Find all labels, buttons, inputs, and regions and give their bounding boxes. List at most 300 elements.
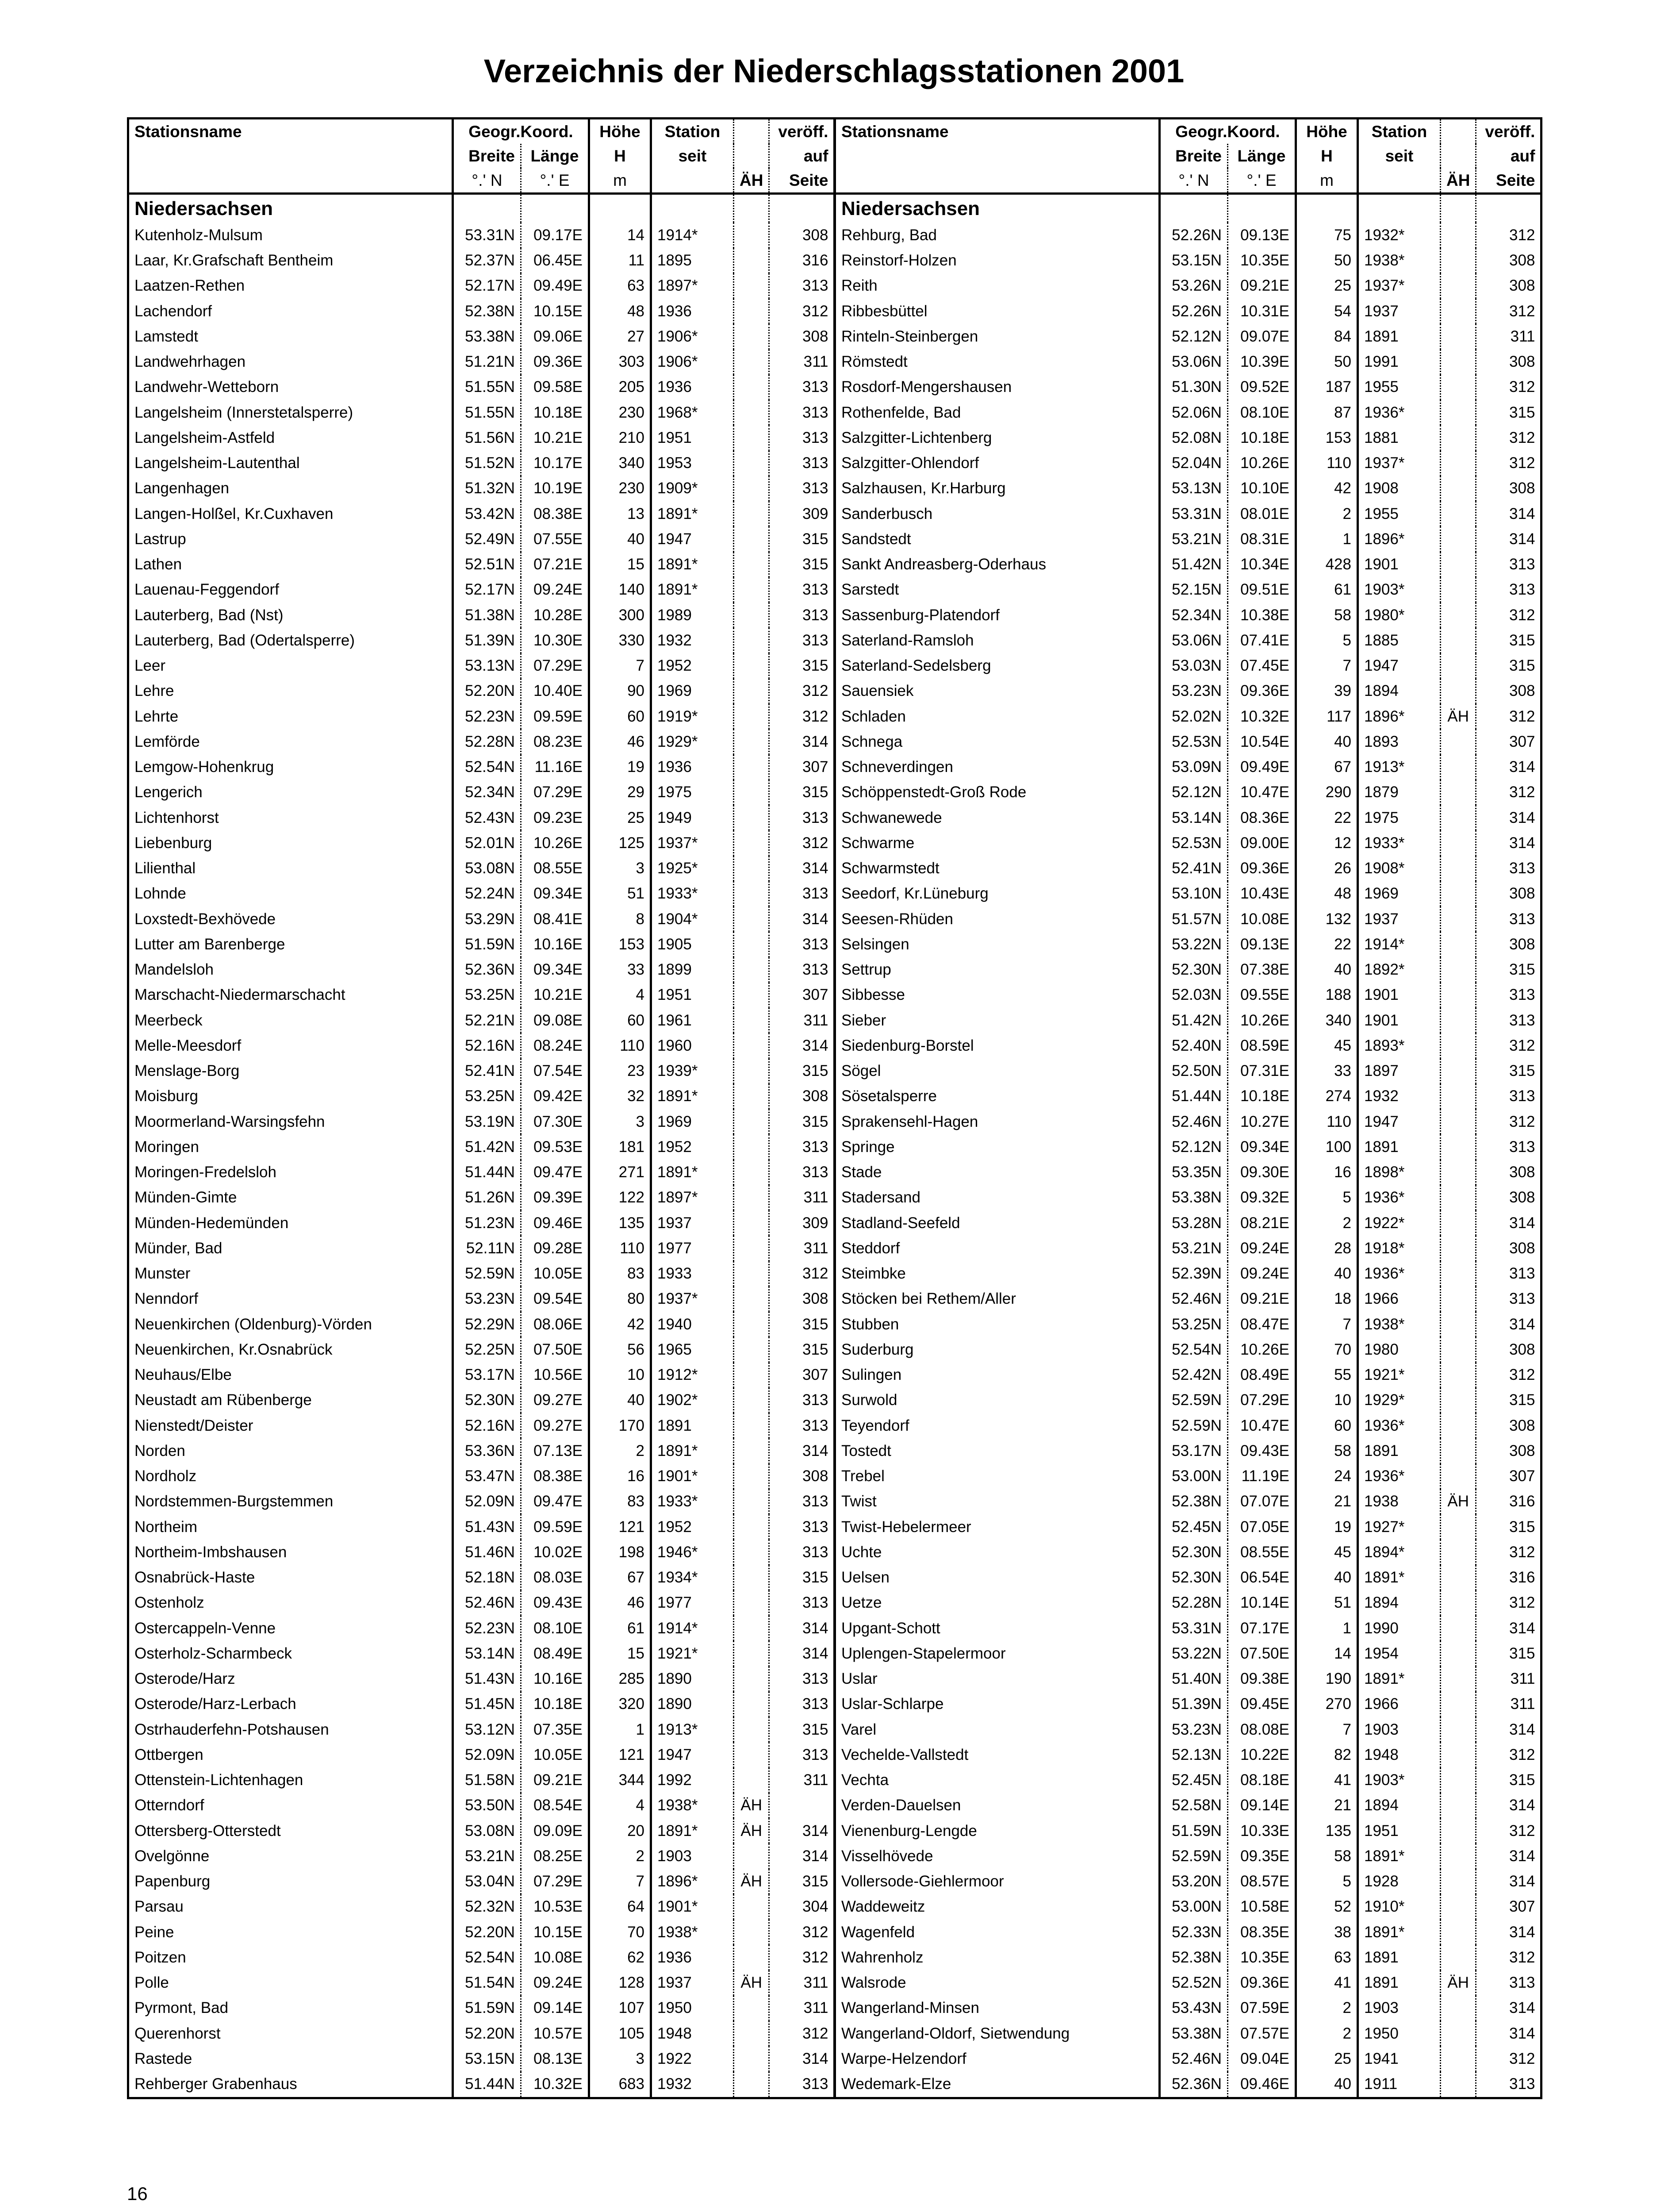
latitude: 52.59N [1160, 1413, 1228, 1438]
page-ref: 313 [1476, 1970, 1541, 1996]
station-name: Loxstedt-Bexhövede [128, 906, 453, 932]
elevation: 84 [1296, 324, 1358, 349]
page-ref: 308 [1476, 476, 1541, 501]
ah-flag [734, 1008, 769, 1033]
page-ref: 315 [769, 780, 835, 805]
longitude: 07.05E [1228, 1514, 1296, 1540]
elevation: 344 [589, 1768, 651, 1793]
station-since: 1936* [1358, 1261, 1441, 1286]
ah-flag [734, 1210, 769, 1236]
station-name: Norden [128, 1438, 453, 1463]
latitude: 52.36N [1160, 2072, 1228, 2098]
station-since: 1936 [651, 299, 734, 324]
header-auf: auf [769, 144, 835, 168]
latitude: 52.45N [1160, 1514, 1228, 1540]
elevation: 7 [589, 1869, 651, 1894]
table-row [835, 1312, 1541, 1337]
station-since: 1938* [1358, 248, 1441, 273]
table-row [128, 1134, 835, 1160]
latitude: 52.46N [1160, 2046, 1228, 2071]
ah-flag [1441, 1768, 1476, 1793]
longitude: 09.24E [521, 1970, 589, 1996]
latitude: 53.13N [1160, 476, 1228, 501]
section-title: Niedersachsen [835, 194, 1160, 223]
ah-flag [734, 451, 769, 476]
table-row [128, 1894, 835, 1920]
longitude: 09.00E [1228, 830, 1296, 856]
page-ref: 307 [769, 983, 835, 1008]
page-ref: 313 [1476, 906, 1541, 932]
table-row [128, 2021, 835, 2046]
latitude: 51.42N [453, 1134, 521, 1160]
ah-flag [1441, 425, 1476, 450]
elevation: 61 [1296, 577, 1358, 603]
longitude: 09.38E [1228, 1667, 1296, 1692]
station-since: 1910* [1358, 1894, 1441, 1920]
ah-flag [734, 425, 769, 450]
latitude: 53.23N [453, 1286, 521, 1312]
header-auf: auf [1476, 144, 1541, 168]
ah-flag [734, 248, 769, 273]
elevation: 39 [1296, 679, 1358, 704]
station-name: Querenhorst [128, 2021, 453, 2046]
latitude: 52.25N [453, 1337, 521, 1362]
latitude: 51.26N [453, 1185, 521, 1210]
ah-flag [734, 1286, 769, 1312]
latitude: 53.12N [453, 1717, 521, 1742]
page-ref: 315 [769, 1312, 835, 1337]
elevation: 22 [1296, 805, 1358, 830]
elevation: 230 [589, 400, 651, 425]
station-since: 1977 [651, 1590, 734, 1616]
header-ah: ÄH [1441, 168, 1476, 194]
latitude: 52.41N [1160, 856, 1228, 881]
station-since: 1908* [1358, 856, 1441, 881]
latitude: 51.57N [1160, 906, 1228, 932]
latitude: 53.17N [1160, 1438, 1228, 1463]
page-ref: 315 [769, 1565, 835, 1590]
page-ref [769, 1793, 835, 1818]
station-since: 1905 [651, 932, 734, 957]
page-ref: 309 [769, 501, 835, 526]
table-row [128, 1717, 835, 1742]
longitude: 08.47E [1228, 1312, 1296, 1337]
elevation: 132 [1296, 906, 1358, 932]
station-since: 1903* [1358, 577, 1441, 603]
page-ref: 307 [1476, 1464, 1541, 1489]
page-ref: 308 [1476, 273, 1541, 299]
table-row [128, 526, 835, 552]
header-veroeff: veröff. [769, 119, 835, 144]
ah-flag [1441, 1084, 1476, 1109]
station-since: 1906* [651, 324, 734, 349]
table-row [128, 1514, 835, 1540]
station-name: Mandelsloh [128, 957, 453, 983]
latitude: 53.21N [1160, 1236, 1228, 1261]
station-since: 1908 [1358, 476, 1441, 501]
ah-flag [734, 1337, 769, 1362]
station-name: Poitzen [128, 1945, 453, 1970]
ah-flag [1441, 1869, 1476, 1894]
latitude: 51.45N [453, 1692, 521, 1717]
elevation: 270 [1296, 1692, 1358, 1717]
longitude: 09.21E [1228, 1286, 1296, 1312]
station-name: Trebel [835, 1464, 1160, 1489]
latitude: 53.50N [453, 1793, 521, 1818]
table-row [835, 830, 1541, 856]
page-ref: 308 [769, 223, 835, 248]
station-name: Schwarme [835, 830, 1160, 856]
ah-flag [734, 223, 769, 248]
table-row [128, 1160, 835, 1185]
longitude: 10.15E [521, 1920, 589, 1945]
longitude: 09.04E [1228, 2046, 1296, 2071]
ah-flag [1441, 729, 1476, 754]
latitude: 53.31N [1160, 501, 1228, 526]
station-since: 1891 [651, 1413, 734, 1438]
table-row [128, 1996, 835, 2021]
longitude: 08.25E [521, 1843, 589, 1869]
station-since: 1937 [651, 1970, 734, 1996]
page-ref: 315 [1476, 1641, 1541, 1666]
station-name: Sauensiek [835, 679, 1160, 704]
page-ref: 313 [769, 1667, 835, 1692]
latitude: 51.55N [453, 400, 521, 425]
elevation: 67 [1296, 755, 1358, 780]
station-name: Stöcken bei Rethem/Aller [835, 1286, 1160, 1312]
table-row [835, 906, 1541, 932]
longitude: 10.14E [1228, 1590, 1296, 1616]
table-row [128, 1438, 835, 1463]
latitude: 53.38N [453, 324, 521, 349]
latitude: 52.50N [1160, 1059, 1228, 1084]
page-ref: 315 [1476, 400, 1541, 425]
latitude: 53.00N [1160, 1464, 1228, 1489]
elevation: 32 [589, 1084, 651, 1109]
latitude: 53.28N [1160, 1210, 1228, 1236]
elevation: 2 [589, 1438, 651, 1463]
page-ref: 312 [1476, 1363, 1541, 1388]
station-since: 1948 [1358, 1742, 1441, 1767]
elevation: 2 [1296, 1996, 1358, 2021]
station-name: Sieber [835, 1008, 1160, 1033]
ah-flag [1441, 273, 1476, 299]
page-ref: 315 [1476, 1514, 1541, 1540]
longitude: 09.28E [521, 1236, 589, 1261]
page-ref: 312 [1476, 2046, 1541, 2071]
station-name: Lachendorf [128, 299, 453, 324]
longitude: 09.21E [1228, 273, 1296, 299]
station-name: Schladen [835, 704, 1160, 729]
latitude: 51.59N [453, 1996, 521, 2021]
ah-flag [1441, 1438, 1476, 1463]
longitude: 09.06E [521, 324, 589, 349]
station-since: 1940 [651, 1312, 734, 1337]
latitude: 51.38N [453, 603, 521, 628]
elevation: 320 [589, 1692, 651, 1717]
elevation: 26 [1296, 856, 1358, 881]
station-name: Uplengen-Stapelermoor [835, 1641, 1160, 1666]
longitude: 10.56E [521, 1363, 589, 1388]
ah-flag [734, 1261, 769, 1286]
table-row [128, 1388, 835, 1413]
table-row [835, 1540, 1541, 1565]
longitude: 09.36E [1228, 1970, 1296, 1996]
latitude: 51.40N [1160, 1667, 1228, 1692]
table-row [835, 1818, 1541, 1843]
ah-flag [1441, 957, 1476, 983]
table-row [835, 1008, 1541, 1033]
longitude: 10.18E [1228, 1084, 1296, 1109]
page-ref: 313 [769, 603, 835, 628]
elevation: 82 [1296, 1742, 1358, 1767]
station-name: Uchte [835, 1540, 1160, 1565]
station-since: 1933 [651, 1261, 734, 1286]
station-name: Moringen-Fredelsloh [128, 1160, 453, 1185]
longitude: 09.36E [1228, 856, 1296, 881]
station-name: Langelsheim (Innerstetalsperre) [128, 400, 453, 425]
station-name: Sibbesse [835, 983, 1160, 1008]
ah-flag [1441, 1692, 1476, 1717]
page-ref: 316 [1476, 1489, 1541, 1514]
station-name: Langelsheim-Astfeld [128, 425, 453, 450]
latitude: 52.21N [453, 1008, 521, 1033]
station-since: 1891* [651, 1160, 734, 1185]
page-ref: 311 [769, 1768, 835, 1793]
station-since: 1922 [651, 2046, 734, 2071]
station-since: 1938* [1358, 1312, 1441, 1337]
latitude: 52.53N [1160, 830, 1228, 856]
ah-flag [1441, 1793, 1476, 1818]
station-name: Leer [128, 653, 453, 679]
latitude: 52.46N [1160, 1286, 1228, 1312]
ah-flag [1441, 1185, 1476, 1210]
latitude: 51.42N [1160, 552, 1228, 577]
station-since: 1990 [1358, 1616, 1441, 1641]
station-since: 1989 [651, 603, 734, 628]
latitude: 52.33N [1160, 1920, 1228, 1945]
latitude: 52.30N [1160, 1540, 1228, 1565]
longitude: 09.43E [1228, 1438, 1296, 1463]
page-ref: 313 [1476, 1286, 1541, 1312]
table-row [128, 299, 835, 324]
station-name: Tostedt [835, 1438, 1160, 1463]
station-since: 1952 [651, 1514, 734, 1540]
table-row [835, 755, 1541, 780]
elevation: 140 [589, 577, 651, 603]
longitude: 10.08E [1228, 906, 1296, 932]
table-row [835, 248, 1541, 273]
ah-flag [734, 881, 769, 906]
station-since: 1952 [651, 653, 734, 679]
station-name: Ribbesbüttel [835, 299, 1160, 324]
table-row [835, 780, 1541, 805]
latitude: 52.38N [1160, 1489, 1228, 1514]
ah-flag [734, 1312, 769, 1337]
ah-flag: ÄH [1441, 1970, 1476, 1996]
header-h: H [589, 144, 651, 168]
elevation: 153 [589, 932, 651, 957]
station-since: 1946* [651, 1540, 734, 1565]
station-name: Ottenstein-Lichtenhagen [128, 1768, 453, 1793]
station-name: Sarstedt [835, 577, 1160, 603]
page-ref: 314 [1476, 1843, 1541, 1869]
station-since: 1885 [1358, 628, 1441, 653]
elevation: 15 [589, 552, 651, 577]
ah-flag [1441, 983, 1476, 1008]
station-since: 1937 [1358, 906, 1441, 932]
table-row [128, 349, 835, 375]
latitude: 53.23N [1160, 679, 1228, 704]
station-since: 1953 [651, 451, 734, 476]
header-breite: Breite [1160, 144, 1228, 168]
station-name: Twist [835, 1489, 1160, 1514]
latitude: 52.01N [453, 830, 521, 856]
station-name: Rehburg, Bad [835, 223, 1160, 248]
station-since: 1968* [651, 400, 734, 425]
elevation: 7 [1296, 1312, 1358, 1337]
longitude: 10.35E [1228, 1945, 1296, 1970]
page-ref: 313 [769, 451, 835, 476]
ah-flag [1441, 1236, 1476, 1261]
table-row [128, 1084, 835, 1109]
page-ref: 308 [1476, 932, 1541, 957]
latitude: 51.23N [453, 1210, 521, 1236]
latitude: 53.09N [1160, 755, 1228, 780]
ah-flag [1441, 1717, 1476, 1742]
latitude: 53.42N [453, 501, 521, 526]
elevation: 110 [589, 1033, 651, 1058]
station-name: Kutenholz-Mulsum [128, 223, 453, 248]
ah-flag [1441, 400, 1476, 425]
station-since: 1913* [651, 1717, 734, 1742]
station-name: Pyrmont, Bad [128, 1996, 453, 2021]
elevation: 50 [1296, 349, 1358, 375]
longitude: 10.33E [1228, 1818, 1296, 1843]
latitude: 53.25N [453, 983, 521, 1008]
station-name: Landwehr-Wetteborn [128, 375, 453, 400]
station-name: Lastrup [128, 526, 453, 552]
station-since: 1991 [1358, 349, 1441, 375]
ah-flag [1441, 1894, 1476, 1920]
page-ref: 311 [1476, 324, 1541, 349]
station-since: 1896* [1358, 526, 1441, 552]
longitude: 09.59E [521, 1514, 589, 1540]
elevation: 7 [1296, 1717, 1358, 1742]
elevation: 274 [1296, 1084, 1358, 1109]
latitude: 52.08N [1160, 425, 1228, 450]
elevation: 4 [589, 1793, 651, 1818]
elevation: 48 [1296, 881, 1358, 906]
table-row [128, 780, 835, 805]
station-since: 1932 [651, 2072, 734, 2098]
ah-flag [734, 983, 769, 1008]
page-ref: 311 [769, 1008, 835, 1033]
table-row [835, 1793, 1541, 1818]
station-name: Lathen [128, 552, 453, 577]
elevation: 60 [589, 704, 651, 729]
station-table-right [834, 117, 1542, 2099]
page-ref: 312 [1476, 1742, 1541, 1767]
table-row [128, 1793, 835, 1818]
station-name: Menslage-Borg [128, 1059, 453, 1084]
page-ref: 311 [1476, 1692, 1541, 1717]
latitude: 52.54N [453, 755, 521, 780]
header-hoehe: Höhe [1296, 119, 1358, 144]
elevation: 428 [1296, 552, 1358, 577]
latitude: 53.36N [453, 1438, 521, 1463]
longitude: 09.07E [1228, 324, 1296, 349]
table-row [835, 1641, 1541, 1666]
latitude: 53.21N [453, 1843, 521, 1869]
page-ref: 308 [769, 1464, 835, 1489]
elevation: 48 [589, 299, 651, 324]
ah-flag [1441, 299, 1476, 324]
elevation: 13 [589, 501, 651, 526]
ah-flag [734, 628, 769, 653]
elevation: 40 [1296, 1261, 1358, 1286]
latitude: 51.44N [1160, 1084, 1228, 1109]
ah-flag [1441, 1413, 1476, 1438]
elevation: 122 [589, 1185, 651, 1210]
latitude: 52.51N [453, 552, 521, 577]
station-name: Moringen [128, 1134, 453, 1160]
page-ref: 315 [769, 1059, 835, 1084]
elevation: 58 [1296, 1843, 1358, 1869]
ah-flag [1441, 1312, 1476, 1337]
latitude: 53.08N [453, 1818, 521, 1843]
longitude: 10.15E [521, 299, 589, 324]
latitude: 52.46N [1160, 1109, 1228, 1134]
station-name: Münden-Hedemünden [128, 1210, 453, 1236]
latitude: 52.20N [453, 1920, 521, 1945]
elevation: 29 [589, 780, 651, 805]
table-row [835, 881, 1541, 906]
elevation: 25 [1296, 2046, 1358, 2071]
elevation: 110 [1296, 1109, 1358, 1134]
latitude: 52.23N [453, 1616, 521, 1641]
longitude: 09.27E [521, 1413, 589, 1438]
table-row [835, 1843, 1541, 1869]
longitude: 08.31E [1228, 526, 1296, 552]
latitude: 51.32N [453, 476, 521, 501]
station-since: 1921* [651, 1641, 734, 1666]
ah-flag [1441, 1616, 1476, 1641]
station-since: 1929* [651, 729, 734, 754]
table-row [128, 1818, 835, 1843]
longitude: 07.57E [1228, 2021, 1296, 2046]
station-since: 1891 [1358, 324, 1441, 349]
station-since: 1918* [1358, 1236, 1441, 1261]
table-row [128, 1869, 835, 1894]
elevation: 10 [1296, 1388, 1358, 1413]
page-title: Verzeichnis der Niederschlagsstationen 2001 [483, 53, 1185, 89]
ah-flag [1441, 1464, 1476, 1489]
station-name: Lehre [128, 679, 453, 704]
elevation: 46 [589, 729, 651, 754]
elevation: 18 [1296, 1286, 1358, 1312]
table-row [835, 2046, 1541, 2071]
station-name: Salzgitter-Lichtenberg [835, 425, 1160, 450]
table-row [835, 1261, 1541, 1286]
latitude: 52.12N [1160, 1134, 1228, 1160]
latitude: 53.35N [1160, 1160, 1228, 1185]
station-since: 1966 [1358, 1692, 1441, 1717]
elevation: 51 [589, 881, 651, 906]
ah-flag [734, 906, 769, 932]
longitude: 10.35E [1228, 248, 1296, 273]
elevation: 40 [589, 526, 651, 552]
